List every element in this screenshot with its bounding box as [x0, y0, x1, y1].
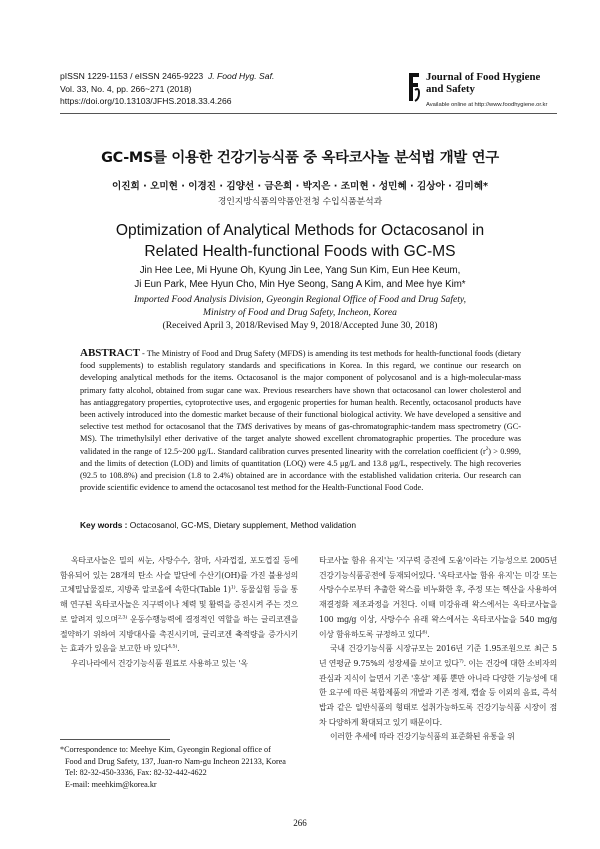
keywords-label: Key words : — [80, 520, 128, 530]
body-paragraph: 국내 건강기능식품 시장규모는 2016년 기준 1.95조원으로 최근 5년 연평균 9.75%의 성장세를 보이고 있다$^{7)}$. 이는 건강에 대한 소비자의 관심과 지식이 늘면서 기존 '홍삼' 제품 뿐만 아니라 다양한 기능성에 대한 요구에 따른 복합제품의 개발과 기존 정제, 캡슐 등 이외의 음료, 즉석밥과 같은 일반식품의 형태로 섭취가능하도록 건강기능식품 시장이 점차 다양하게 확대되고 있기 때문이다. — [319, 644, 557, 727]
abstract: ABSTRACT - The Ministry of Food and Drug Safety (MFDS) is amending its test methods for health-functional foods (dietary food supplements) to establish regulatory standards and specifications in Korea. In this regard, we continue our research on developing analytical methods for the items. Octacosanol is the major component of polycosanol and is a high-molecular-mass primary fatty alcohol, obtained from sugar cane wax. Previous researchers have shown that octacosanol can lower cholesterol and has antiaggregatory properties, cytoprotective uses, and ergogenic properties for human health. Recently, octacosanol products have been actively introduced into the domestic market because of their functional biological activity. We have developed a sensitive and selective test method for octacosanol that the TMS derivatives by means of gas-chromatographic-tandem mass spectrometry (GC-MS). The trimethylsilyl ether derivative of the target analyte showed excellent chromatographic properties. The procedure was validated in the range of 12.5~200 μg/L. Standard calibration curves presented linearity with the correlation coefficient $(r^2) > 0.999$, and the limits of detection (LOD) and limits of quantitation (LOQ) were 4.5 μg/L and 13.8 μg/L, respectively. The high recoveries (92.5 to 108.8%) and precision (1.8 to 2.4%) obtained are in accordance with the established validation criteria. Our research can provide scientific evidence to amend the octacosanol test method for the Health-Functional Food Code. — [80, 347, 521, 493]
body-paragraph: 타코사놀 함유 유지'는 '지구력 증진에 도움'이라는 기능성으로 2005년 건강기능식품공전에 등재되어있다. '옥타코사놀 함유 유지'는 미강 또는 사탕수수로부터 추출한 왁스를 비누화한 후, 주정 또는 헥산을 사용하여 재결정화 제조과정을 거친다. 이때 미강유래 왁스에서는 옥타코사놀을 100 mg/g 이상, 사탕수수 유래 왁스에서는 옥타코사놀을 540 mg/g 이상 함유하도록 규정하고 있다$^{6)}$. — [319, 556, 557, 639]
abstract-label: ABSTRACT — [80, 347, 140, 359]
received-dates: (Received April 3, 2018/Revised May 9, 2018/Accepted June 30, 2018) — [162, 320, 438, 331]
keywords: Key words : Octacosanol, GC-MS, Dietary supplement, Method validation — [80, 520, 357, 530]
page-number: 266 — [293, 818, 307, 828]
journal-logo-icon — [406, 72, 422, 102]
affiliation-english: Imported Food Analysis Division, Gyeongin Regional Office of Food and Drug Safety, Ministry of Food and Drug Safety, Incheon, Korea — [133, 294, 467, 318]
journal-header-info — [60, 70, 274, 108]
available-online: Available online at http://www.foodhygiene.or.kr — [426, 102, 548, 108]
authors-korean: 이진희 · 오미현 · 이경진 · 김양선 · 금은희 · 박지은 · 조미현 · 성민혜 · 김상아 · 김미혜* — [112, 181, 488, 192]
body-paragraph: 우리나라에서 건강기능식품 원료로 사용하고 있는 '옥 — [71, 658, 248, 668]
header-divider — [60, 113, 557, 114]
title-korean: GC-MS를 이용한 건강기능식품 중 옥타코사놀 분석법 개발 연구 — [101, 150, 499, 166]
volume-info: Vol. 33, No. 4, pp. 266~271 (2018) — [60, 83, 192, 94]
journal-logo — [406, 70, 556, 112]
email[interactable]: E-mail: meehkim@korea.kr — [65, 779, 157, 789]
journal-abbrev: J. Food Hyg. Saf. — [207, 71, 275, 81]
affiliation-korean: 경인지방식품의약품안전청 수입식품분석과 — [217, 197, 383, 207]
issn: pISSN 1229-1153 / eISSN 2465-9223 — [60, 71, 204, 81]
body-column-left — [60, 554, 298, 672]
title-english: Optimization of Analytical Methods for Octacosanol in Related Health-functional Foods with GC-MS — [115, 222, 485, 260]
body-column-right — [319, 554, 557, 745]
body-paragraph: 옥타코사놀은 밀의 씨눈, 사탕수수, 참마, 사과껍질, 포도껍질 등에 함유되어 있는 28개의 탄소 사슬 말단에 수산기(OH)를 가진 불용성의 고체밀납물질로, 지방족 알코올에 속한다(Table 1)$^{1)}$. 동물실험 등을 통해 연구된 옥타코사놀은 지구력이나 체력 및 활력을 증진시켜 주는 것으로 알려져 있으며$^{2,3)}$ 운동수행능력에 결정적인 역할을 하는 글리코겐을 절약하기 위하여 지방대사를 촉진시키며, 글리코겐 축적량을 증가시키는 효과가 있음을 보고한 바 있다$^{4,5)}$. — [60, 556, 298, 654]
footnote-divider — [60, 739, 170, 740]
doi-link[interactable]: https://doi.org/10.13103/JFHS.2018.33.4.266 — [60, 96, 232, 107]
authors-english: Jin Hee Lee, Mi Hyune Oh, Kyung Jin Lee, Yang Sun Kim, Eun Hee Keum, Ji Eun Park, Mee Hyun Cho, Min Hye Seong, Sang A Kim, and Mee hye Kim* — [134, 265, 466, 290]
body-paragraph: 이러한 추세에 따라 건강기능식품의 표준화된 유통을 위 — [330, 732, 515, 742]
journal-name: Journal of Food Hygiene and Safety — [426, 71, 541, 95]
correspondence-footnote: *Correspondence to: Meehye Kim, Gyeongin Regional office of Food and Drug Safety, 137, Juan-ro Nam-gu Incheon 22133, Korea Tel: 82-32-450-3336, Fax: 82-32-442-4622 E-mail: meehkim@korea.kr — [60, 744, 300, 790]
